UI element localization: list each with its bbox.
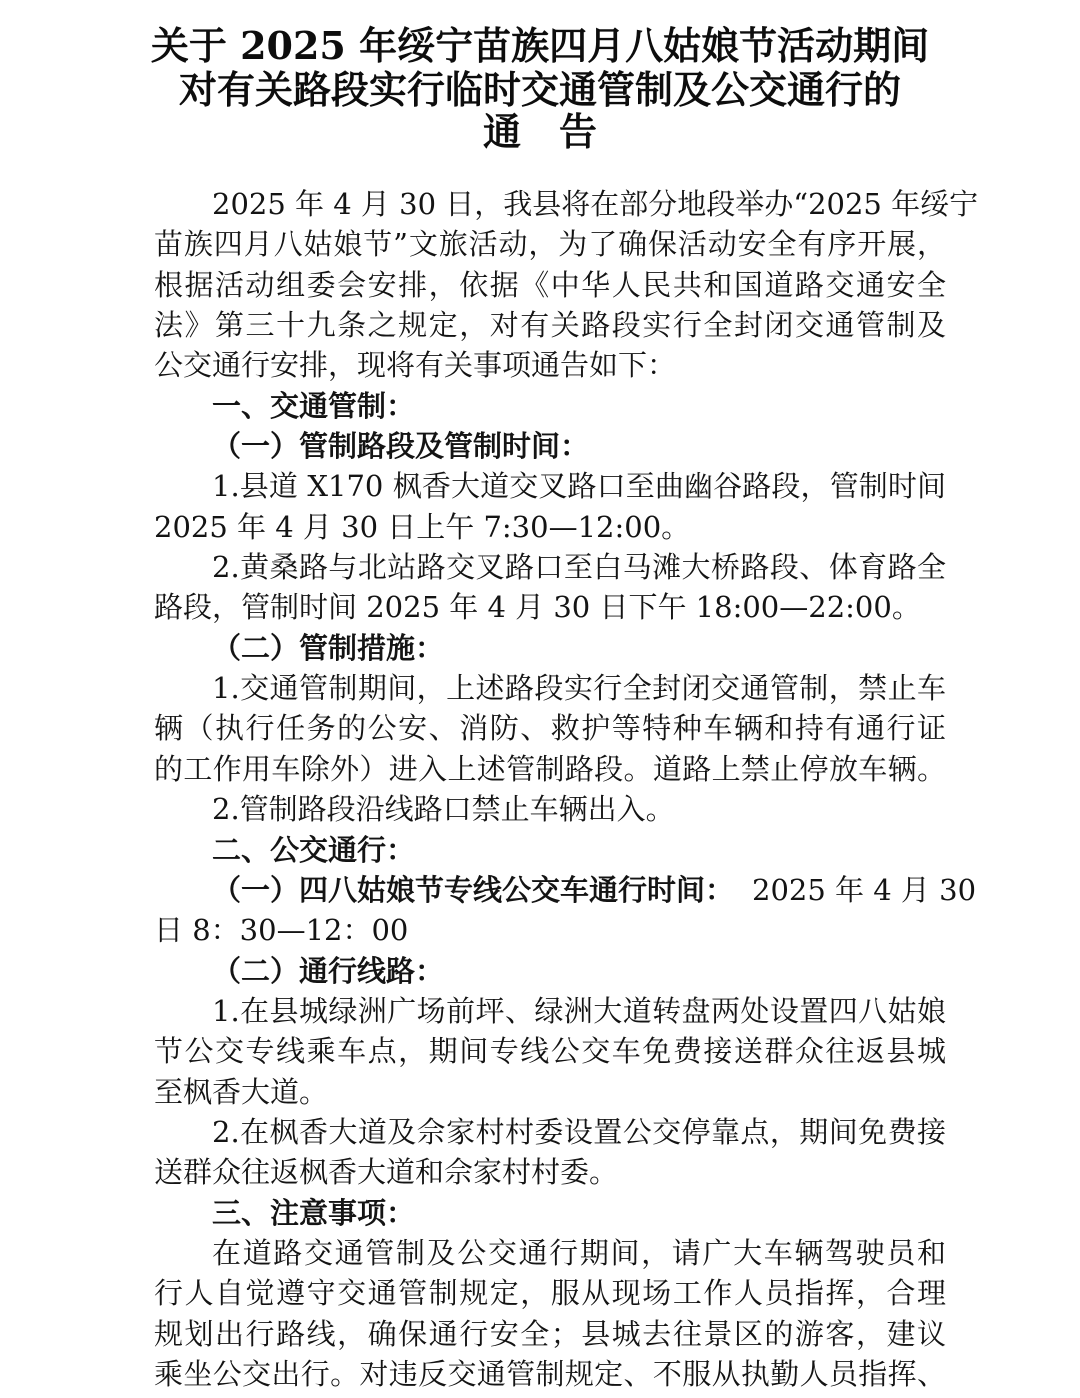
section-3-body-line-2: 行人自觉遵守交通管制规定，服从现场工作人员指挥，合理	[154, 1276, 946, 1310]
section-1-sub-1-item-2-line-1: 2.黄桑路与北站路交叉路口至白马滩大桥路段、体育路全	[212, 550, 946, 584]
intro-line-2: 苗族四月八姑娘节”文旅活动，为了确保活动安全有序开展，	[154, 227, 946, 261]
section-3-body-line-3: 规划出行路线，确保通行安全；县城去往景区的游客，建议	[154, 1317, 946, 1351]
section-1-sub-1-item-1-line-2: 2025 年 4 月 30 日上午 7:30—12:00。	[154, 510, 691, 544]
section-1-sub-2-item-2: 2.管制路段沿线路口禁止车辆出入。	[212, 792, 675, 826]
section-3-body-line-1: 在道路交通管制及公交通行期间，请广大车辆驾驶员和	[212, 1236, 946, 1270]
section-1-sub-2-item-1-line-2: 辆（执行任务的公安、消防、救护等特种车辆和持有通行证	[154, 711, 946, 745]
section-1-sub-1-heading: （一）管制路段及管制时间：	[212, 429, 590, 463]
section-3-body-line-4: 乘坐公交出行。对违反交通管制规定、不服从执勤人员指挥、	[154, 1357, 946, 1391]
intro-line-1: 2025 年 4 月 30 日，我县将在部分地段举办“2025 年绥宁	[212, 187, 979, 221]
section-1-heading: 一、交通管制：	[212, 389, 416, 423]
notice-title-line-1: 关于 2025 年绥宁苗族四月八姑娘节活动期间	[150, 23, 930, 68]
intro-line-3: 根据活动组委会安排，依据《中华人民共和国道路交通安全	[154, 268, 946, 302]
section-1-sub-1-item-1-line-1: 1.县道 X170 枫香大道交叉路口至曲幽谷路段，管制时间	[212, 469, 946, 503]
section-2-sub-2-item-1-line-1: 1.在县城绿洲广场前坪、绿洲大道转盘两处设置四八姑娘	[212, 994, 946, 1028]
section-2-sub-1-heading: （一）四八姑娘节专线公交车通行时间：	[212, 873, 735, 907]
section-1-sub-1-item-2-line-2: 路段，管制时间 2025 年 4 月 30 日下午 18:00—22:00。	[154, 590, 921, 624]
section-2-sub-2-item-1-line-2: 节公交专线乘车点，期间专线公交车免费接送群众往返县城	[154, 1034, 946, 1068]
notice-title-line-3: 通 告	[482, 109, 597, 154]
section-1-sub-2-heading: （二）管制措施：	[212, 631, 445, 665]
section-2-heading: 二、公交通行：	[212, 833, 416, 867]
section-1-sub-2-item-1-line-3: 的工作用车除外）进入上述管制路段。道路上禁止停放车辆。	[154, 752, 946, 786]
section-2-sub-2-item-2-line-2: 送群众往返枫香大道和佘家村村委。	[154, 1155, 619, 1189]
notice-title-line-2: 对有关路段实行临时交通管制及公交通行的	[178, 67, 901, 112]
section-2-sub-1-time: 日 8：30—12：00	[154, 913, 409, 947]
section-2-sub-2-item-2-line-1: 2.在枫香大道及佘家村村委设置公交停靠点，期间免费接	[212, 1115, 946, 1149]
section-2-sub-2-item-1-line-3: 至枫香大道。	[154, 1075, 329, 1109]
section-1-sub-2-item-1-line-1: 1.交通管制期间，上述路段实行全封闭交通管制，禁止车	[212, 671, 946, 705]
intro-line-5: 公交通行安排，现将有关事项通告如下：	[154, 348, 677, 382]
intro-line-4: 法》第三十九条之规定，对有关路段实行全封闭交通管制及	[154, 308, 946, 342]
section-3-heading: 三、注意事项：	[212, 1196, 416, 1230]
section-2-sub-1-date: 2025 年 4 月 30	[752, 873, 977, 907]
section-2-sub-2-heading: （二）通行线路：	[212, 954, 445, 988]
